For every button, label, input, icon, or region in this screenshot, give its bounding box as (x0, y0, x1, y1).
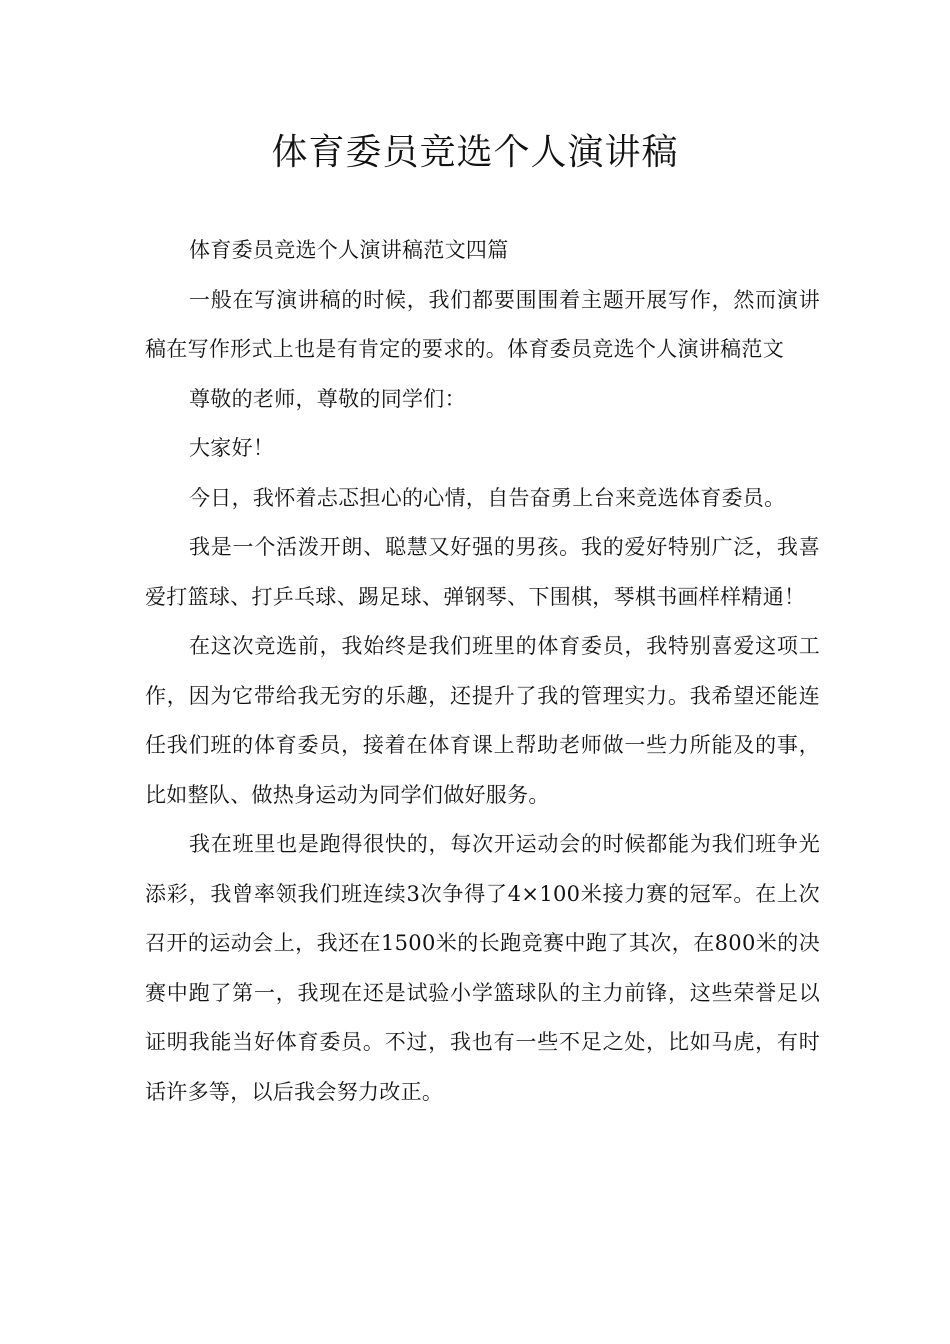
paragraph-opening: 今日，我怀着忐忑担心的心情，自告奋勇上台来竞选体育委员。 (189, 485, 786, 510)
paragraph-salutation: 尊敬的老师，尊敬的同学们： (189, 386, 466, 411)
paragraph-subtitle: 体育委员竞选个人演讲稿范文四篇 (189, 238, 509, 262)
paragraph-greeting: 大家好！ (189, 436, 275, 460)
paragraph-achievements: 我在班里也是跑得很快的，每次开运动会的时候都能为我们班争光添彩，我曾率领我们班连续3次争得了4×100米接力赛的冠军。在上次召开的运动会上，我还在1500米的长跑竞赛中跑了其次，在800米的决赛中跑了第一，我现在还是试验小学篮球队的主力前锋，这些荣誉足以证明我能当好体育委员。不过，我也有一些不足之处，比如马虎，有时话许多等，以后我会努力改正。 (145, 832, 820, 1104)
document-body (145, 226, 820, 1117)
paragraph-hobbies: 我是一个活泼开朗、聪慧又好强的男孩。我的爱好特别广泛，我喜爱打篮球、打乒乓球、踢足球、弹钢琴、下围棋，琴棋书画样样精通！ (145, 535, 820, 609)
paragraph-intro: 一般在写演讲稿的时候，我们都要围围着主题开展写作，然而演讲稿在写作形式上也是有肯定的要求的。体育委员竞选个人演讲稿范文 (145, 287, 820, 361)
document-title: 体育委员竞选个人演讲稿 (271, 132, 679, 173)
paragraph-experience: 在这次竞选前，我始终是我们班里的体育委员，我特别喜爱这项工作，因为它带给我无穷的乐趣，还提升了我的管理实力。我希望还能连任我们班的体育委员，接着在体育课上帮助老师做一些力所能及的事，比如整队、做热身运动为同学们做好服务。 (145, 634, 820, 807)
